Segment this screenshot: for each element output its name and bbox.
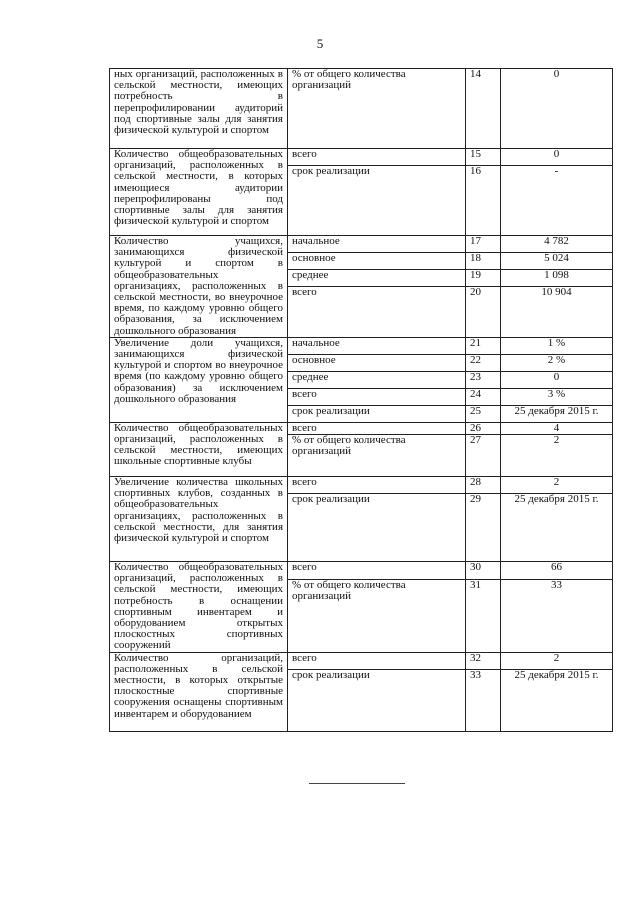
code-cell: 30 <box>466 562 501 580</box>
table-row <box>110 149 613 166</box>
value-cell: 4 <box>501 422 613 434</box>
value-cell: 0 <box>501 371 613 388</box>
unit-cell: % от общего количества организаций <box>288 580 466 653</box>
indicator-cell: Увеличение доли учащихся, занимающихся физической культурой и спортом во внеурочное время (по каждому уровню общего образования) за исключением дошкольного образования <box>110 337 288 422</box>
indicator-cell: Количество организаций, расположенных в сельской местности, в которых открытые плоскостные спортивные сооружения оснащены спортивным инвентарем и оборудованием <box>110 652 288 731</box>
table-row <box>110 652 613 669</box>
unit-cell: срок реализации <box>288 494 466 562</box>
code-cell: 16 <box>466 166 501 236</box>
code-cell: 19 <box>466 270 501 287</box>
indicator-cell: Количество общеобразовательных организаций, расположенных в сельской местности, имеющих потребность в оснащении спортивным инвентарем и оборудованием открытых плоскостных спортивных сооружений <box>110 562 288 653</box>
indicator-cell: ных организаций, расположенных в сельской местности, имеющих потребность в перепрофилировании аудиторий под спортивные залы для занятия физической культурой и спортом <box>110 69 288 149</box>
value-cell: 2 % <box>501 354 613 371</box>
code-cell: 17 <box>466 236 501 253</box>
code-cell: 22 <box>466 354 501 371</box>
unit-cell: всего <box>288 287 466 337</box>
value-cell: 25 декабря 2015 г. <box>501 405 613 422</box>
value-cell: 2 <box>501 435 613 477</box>
unit-cell: начальное <box>288 236 466 253</box>
code-cell: 20 <box>466 287 501 337</box>
table-row <box>110 337 613 354</box>
value-cell: 33 <box>501 580 613 653</box>
value-cell: 25 декабря 2015 г. <box>501 669 613 731</box>
value-cell: 3 % <box>501 388 613 405</box>
code-cell: 33 <box>466 669 501 731</box>
unit-cell: начальное <box>288 337 466 354</box>
page-number: 5 <box>316 36 324 51</box>
unit-cell: % от общего количества организаций <box>288 435 466 477</box>
unit-cell: всего <box>288 477 466 494</box>
value-cell: 25 декабря 2015 г. <box>501 494 613 562</box>
unit-cell: основное <box>288 354 466 371</box>
code-cell: 23 <box>466 371 501 388</box>
unit-cell: всего <box>288 149 466 166</box>
value-cell: 2 <box>501 477 613 494</box>
code-cell: 27 <box>466 435 501 477</box>
unit-cell: всего <box>288 388 466 405</box>
unit-cell: срок реализации <box>288 405 466 422</box>
code-cell: 24 <box>466 388 501 405</box>
unit-cell: всего <box>288 652 466 669</box>
code-cell: 31 <box>466 580 501 653</box>
table-row <box>110 69 613 149</box>
indicator-cell: Количество учащихся, занимающихся физической культурой и спортом в общеобразовательных организациях, расположенных в сельской местности, во внеурочное время, по каждому уровню общего образования, за исключением дошкольного образования <box>110 236 288 338</box>
unit-cell: % от общего количества организаций <box>288 69 466 149</box>
code-cell: 28 <box>466 477 501 494</box>
unit-cell: всего <box>288 422 466 434</box>
value-cell: 1 098 <box>501 270 613 287</box>
code-cell: 18 <box>466 253 501 270</box>
code-cell: 26 <box>466 422 501 434</box>
table-row <box>110 422 613 434</box>
value-cell: 10 904 <box>501 287 613 337</box>
unit-cell: всего <box>288 562 466 580</box>
code-cell: 21 <box>466 337 501 354</box>
unit-cell: срок реализации <box>288 669 466 731</box>
value-cell: - <box>501 166 613 236</box>
value-cell: 4 782 <box>501 236 613 253</box>
code-cell: 25 <box>466 405 501 422</box>
indicator-cell: Количество общеобразовательных организаций, расположенных в сельской местности, в которых имеющиеся аудитории перепрофилированы под спортивные залы для занятия физической культурой и спортом <box>110 149 288 236</box>
value-cell: 1 % <box>501 337 613 354</box>
unit-cell: основное <box>288 253 466 270</box>
unit-cell: среднее <box>288 270 466 287</box>
value-cell: 66 <box>501 562 613 580</box>
value-cell: 0 <box>501 69 613 149</box>
unit-cell: срок реализации <box>288 166 466 236</box>
value-cell: 0 <box>501 149 613 166</box>
code-cell: 29 <box>466 494 501 562</box>
indicator-cell: Количество общеобразовательных организаций, расположенных в сельской местности, имеющих школьные спортивные клубы <box>110 422 288 476</box>
code-cell: 32 <box>466 652 501 669</box>
value-cell: 5 024 <box>501 253 613 270</box>
value-cell: 2 <box>501 652 613 669</box>
unit-cell: среднее <box>288 371 466 388</box>
table-row <box>110 477 613 494</box>
table-row <box>110 236 613 253</box>
separator-line <box>309 783 405 784</box>
indicators-table <box>109 68 613 732</box>
code-cell: 15 <box>466 149 501 166</box>
table-row <box>110 562 613 580</box>
code-cell: 14 <box>466 69 501 149</box>
indicator-cell: Увеличение количества школьных спортивных клубов, созданных в общеобразовательных организациях, расположенных в сельской местности, для занятия физической культурой и спортом <box>110 477 288 562</box>
